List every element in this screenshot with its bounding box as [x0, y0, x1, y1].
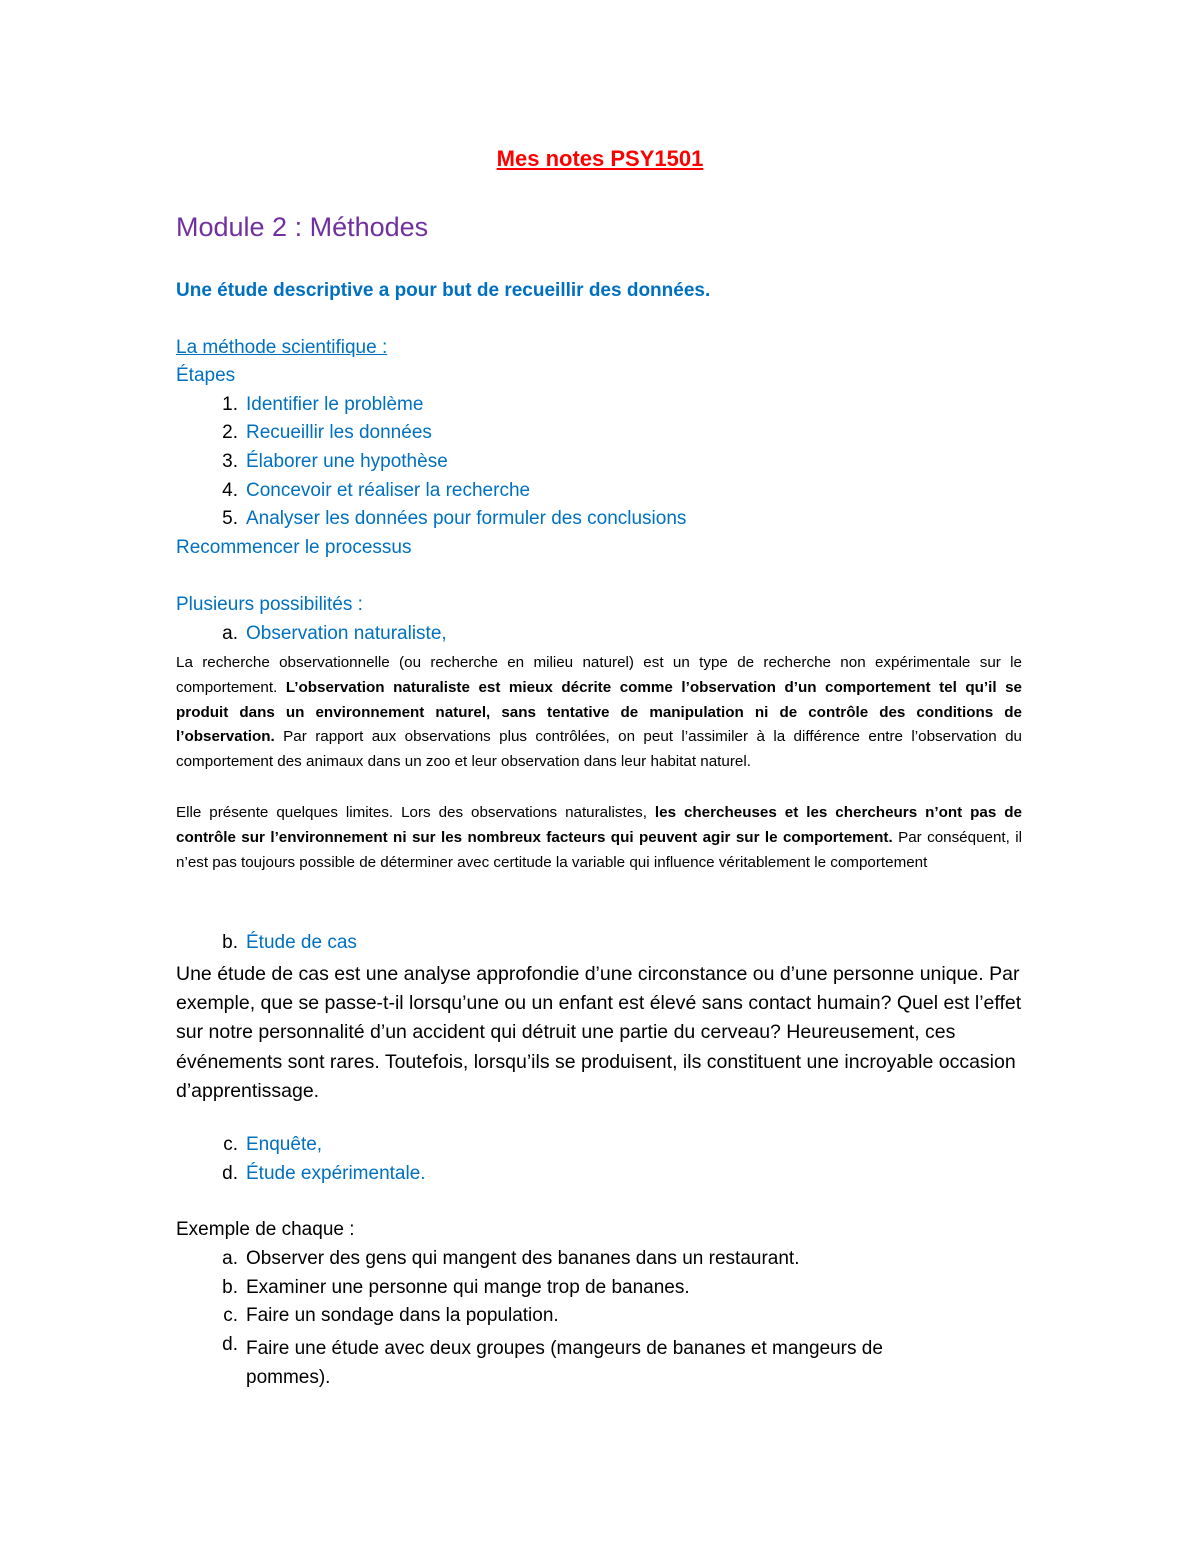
example-marker: d.	[222, 1334, 238, 1355]
possibility-label: Observation naturaliste,	[246, 623, 447, 644]
intro-line: Une étude descriptive a pour but de recueillir des données.	[176, 280, 711, 301]
possibility-marker: a.	[222, 623, 238, 644]
possibility-label: Enquête,	[246, 1134, 323, 1155]
example-item	[176, 1248, 799, 1270]
example-marker: a.	[222, 1248, 238, 1269]
step-item	[176, 394, 423, 416]
naturalistic-paragraph: La recherche observationnelle (ou recherche en milieu naturel) est un type de recherche non expérimentale sur le comportement. L’observation naturaliste est mieux décrite comme l’observation d’un comportement tel qu’il se produit dans un environnement naturel, sans tentative de manipulation ni de contrôle des conditions de l’observation. Par rapport aux observations plus contrôlées, on peut l’assimiler à la différence entre l’observation du comportement des animaux dans un zoo et leur observation dans leur habitat naturel.	[176, 654, 1022, 771]
step-text: Concevoir et réaliser la recherche	[246, 480, 531, 501]
document-title: Mes notes PSY1501	[496, 146, 704, 171]
possibility-d	[176, 1163, 426, 1185]
restart-line: Recommencer le processus	[176, 537, 412, 558]
step-text: Élaborer une hypothèse	[246, 451, 448, 472]
possibility-marker: c.	[223, 1134, 238, 1155]
possibilities-heading: Plusieurs possibilités :	[176, 594, 363, 615]
possibility-marker: d.	[222, 1163, 238, 1184]
step-item	[176, 480, 530, 502]
example-text: Faire une étude avec deux groupes (mangeurs de bananes et mangeurs de pommes).	[246, 1338, 883, 1388]
possibility-marker: b.	[222, 932, 238, 953]
step-item	[176, 451, 448, 473]
scientific-method-heading: La méthode scientifique :	[176, 337, 388, 358]
example-marker: c.	[223, 1305, 238, 1326]
limits-paragraph: Elle présente quelques limites. Lors des observations naturalistes, les chercheuses et les chercheurs n’ont pas de contrôle sur l’environnement ni sur les nombreux facteurs qui peuvent agir sur le comportement. Par conséquent, il n’est pas toujours possible de déterminer avec certitude la variable qui influence véritablement le comportement	[176, 804, 1023, 871]
possibility-a	[176, 623, 447, 645]
possibility-c	[176, 1134, 322, 1156]
possibility-b	[176, 932, 357, 954]
module-heading: Module 2 : Méthodes	[176, 212, 429, 242]
step-number: 2.	[222, 422, 238, 443]
steps-label: Étapes	[176, 365, 236, 386]
step-item	[176, 422, 432, 444]
example-item	[176, 1277, 690, 1299]
example-text: Faire un sondage dans la population.	[246, 1305, 559, 1326]
example-item	[176, 1334, 966, 1392]
step-number: 5.	[222, 508, 238, 529]
step-text: Analyser les données pour formuler des conclusions	[246, 508, 687, 529]
example-text: Examiner une personne qui mange trop de bananes.	[246, 1277, 690, 1298]
example-text: Observer des gens qui mangent des bananes dans un restaurant.	[246, 1248, 800, 1269]
step-text: Identifier le problème	[246, 394, 424, 415]
step-number: 3.	[222, 451, 238, 472]
example-marker: b.	[222, 1277, 238, 1298]
possibility-label: Étude expérimentale.	[246, 1163, 426, 1184]
step-item	[176, 508, 686, 530]
possibility-label: Étude de cas	[246, 932, 357, 953]
examples-heading: Exemple de chaque :	[176, 1219, 355, 1240]
step-number: 1.	[222, 394, 238, 415]
case-study-paragraph: Une étude de cas est une analyse approfondie d’une circonstance ou d’une personne unique. Par exemple, que se passe-t-il lorsqu’une ou un enfant est élevé sans contact humain? Quel est l’effet sur notre personnalité d’un accident qui détruit une partie du cerveau? Heureusement, ces événements sont rares. Toutefois, lorsqu’ils se produisent, ils constituent une incroyable occasion d’apprentissage.	[176, 963, 1022, 1102]
step-text: Recueillir les données	[246, 422, 432, 443]
example-item	[176, 1305, 559, 1327]
step-number: 4.	[222, 480, 238, 501]
